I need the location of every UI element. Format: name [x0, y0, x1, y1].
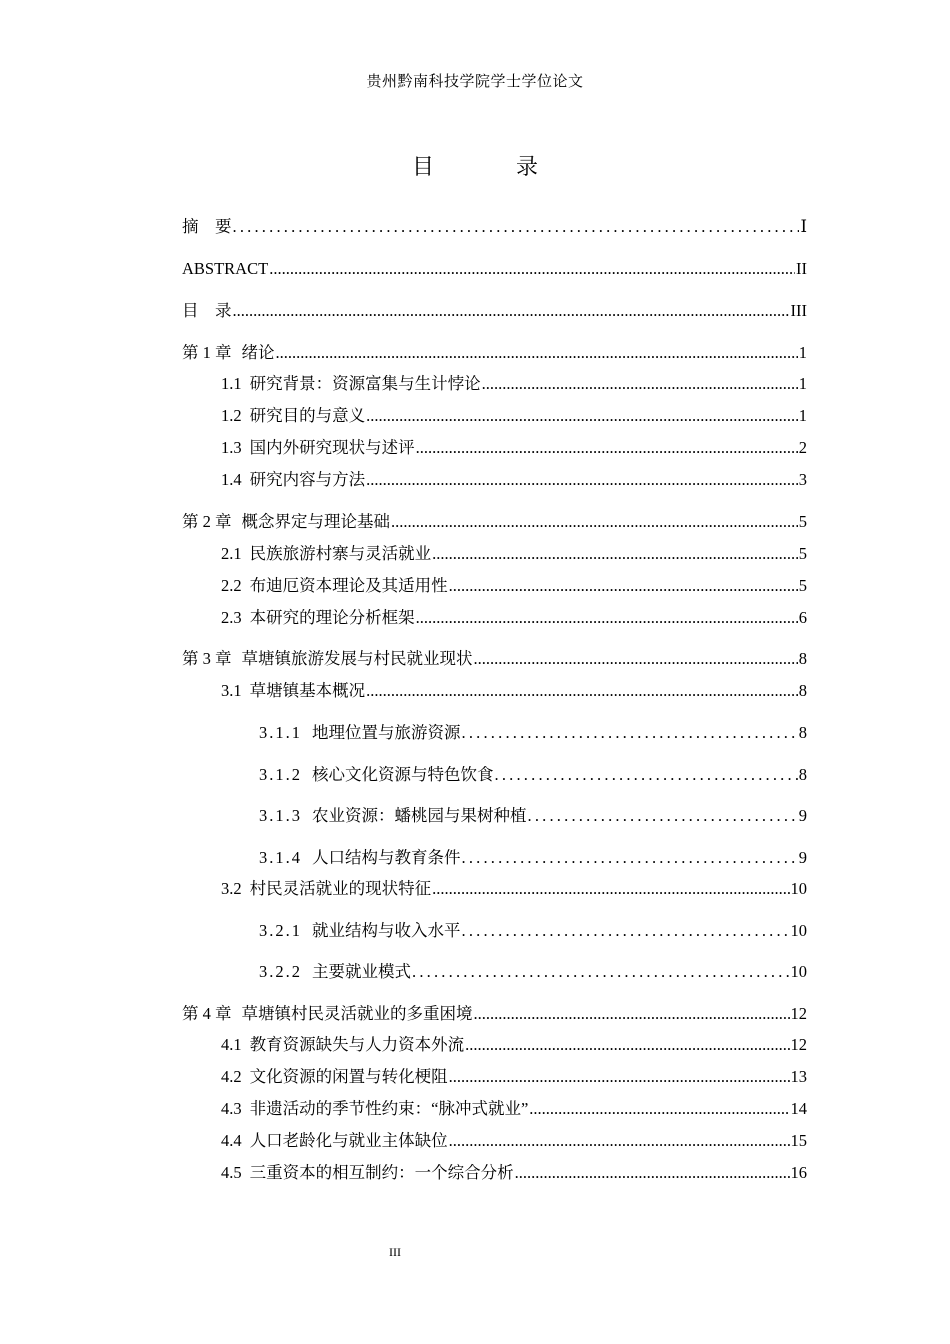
toc-entry[interactable]	[221, 1098, 807, 1120]
toc-entry-title: 草塘镇村民灵活就业的多重困境	[241, 1004, 473, 1023]
toc-entry-title: 绪论	[241, 343, 275, 362]
toc-entry-title: 核心文化资源与特色饮食	[312, 765, 494, 784]
toc-entry[interactable]	[221, 1130, 807, 1152]
toc-entry-number: 1.1	[221, 374, 242, 393]
toc-entry-title: 就业结构与收入水平	[312, 921, 461, 940]
toc-entry-title: 草塘镇旅游发展与村民就业现状	[241, 649, 473, 668]
toc-entry-title: 农业资源：蟠桃园与果树种植	[312, 806, 527, 825]
toc-entry-number: 1.2	[221, 406, 242, 425]
toc-entry[interactable]	[182, 648, 807, 670]
toc-entry-title: 草塘镇基本概况	[249, 681, 366, 700]
toc-entry-page: 8	[798, 681, 807, 700]
toc-entry-title: 国内外研究现状与述评	[249, 438, 415, 457]
toc-entry-number: 4.2	[221, 1067, 242, 1086]
toc-entry-title: 村民灵活就业的现状特征	[249, 879, 432, 898]
toc-entry[interactable]	[259, 920, 807, 942]
toc-entry-number: 第 1 章	[182, 343, 232, 362]
toc-entry-number: 第 3 章	[182, 649, 232, 668]
toc-entry-title: 民族旅游村寨与灵活就业	[249, 544, 432, 563]
toc-entry-page: 14	[790, 1099, 807, 1118]
toc-entry[interactable]	[259, 722, 807, 744]
dot-leader	[366, 680, 798, 702]
toc-entry[interactable]	[182, 511, 807, 533]
toc-entry-number: 3.1.2	[259, 765, 302, 784]
toc-entry-number: 4.5	[221, 1163, 242, 1182]
toc-entry[interactable]	[259, 764, 807, 786]
toc-entry-title: ABSTRACT	[182, 259, 269, 278]
dot-leader	[416, 607, 798, 629]
toc-entry-title: 三重资本的相互制约：一个综合分析	[249, 1163, 514, 1182]
toc-entry-title: 研究内容与方法	[249, 470, 366, 489]
toc-entry-number: 2.1	[221, 544, 242, 563]
toc-entry-number: 1.4	[221, 470, 242, 489]
toc-entry-number: 2.2	[221, 576, 242, 595]
toc-entry-page: 8	[798, 765, 807, 784]
toc-entry[interactable]	[221, 878, 807, 900]
toc-entry-title: 人口结构与教育条件	[312, 848, 461, 867]
toc-entry-title: 研究背景：资源富集与生计悖论	[249, 374, 481, 393]
toc-entry[interactable]	[259, 961, 807, 983]
toc-entry[interactable]	[221, 1066, 807, 1088]
toc-entry[interactable]	[221, 437, 807, 459]
toc-entry[interactable]	[182, 216, 807, 238]
dot-leader	[269, 258, 795, 280]
toc-entry-page: 5	[798, 576, 807, 595]
toc-entry[interactable]	[221, 543, 807, 565]
toc-entry[interactable]	[182, 342, 807, 364]
toc-entry[interactable]	[221, 1162, 807, 1184]
toc-entry-number: 1.3	[221, 438, 242, 457]
dot-leader	[432, 543, 798, 565]
toc-entry-number: 2.3	[221, 608, 242, 627]
toc-entry[interactable]	[259, 847, 807, 869]
dot-leader	[474, 648, 798, 670]
toc-entry[interactable]	[221, 607, 807, 629]
toc-entry[interactable]	[182, 258, 807, 280]
toc-entry-title: 布迪厄资本理论及其适用性	[249, 576, 448, 595]
toc-entry-number: 3.2	[221, 879, 242, 898]
toc-entry-page: Ⅰ	[800, 217, 807, 236]
dot-leader	[482, 373, 798, 395]
toc-entry-number: 第 4 章	[182, 1004, 232, 1023]
dot-leader	[529, 1098, 789, 1120]
toc-entry-number: 4.4	[221, 1131, 242, 1150]
toc-entry-title: 摘 要	[182, 217, 232, 236]
toc-entry-page: 9	[798, 848, 807, 867]
toc-entry-page: 2	[798, 438, 807, 457]
toc-entry-title: 目 录	[182, 301, 232, 320]
toc-entry-number: 3.2.1	[259, 921, 302, 940]
toc-entry-page: 5	[798, 512, 807, 531]
toc-entry[interactable]	[221, 469, 807, 491]
toc-entry-page: 12	[790, 1004, 807, 1023]
toc-entry-page: 8	[798, 649, 807, 668]
toc-entry[interactable]	[221, 373, 807, 395]
toc-entry-page: 12	[790, 1035, 807, 1054]
toc-entry-page: 6	[798, 608, 807, 627]
dot-leader	[449, 1066, 790, 1088]
dot-leader	[462, 847, 798, 869]
dot-leader	[495, 764, 798, 786]
toc-entry-title: 研究目的与意义	[249, 406, 366, 425]
page-title: 目 录	[411, 154, 568, 179]
dot-leader	[515, 1162, 790, 1184]
toc-entry-page: 16	[790, 1163, 807, 1182]
toc-entry-page: 10	[790, 962, 807, 981]
dot-leader	[416, 437, 798, 459]
dot-leader	[465, 1034, 789, 1056]
toc-entry-number: 4.3	[221, 1099, 242, 1118]
toc-entry-page: 10	[790, 879, 807, 898]
toc-entry[interactable]	[259, 805, 807, 827]
dot-leader	[412, 961, 790, 983]
dot-leader	[432, 878, 789, 900]
toc-entry[interactable]	[182, 1003, 807, 1025]
toc-entry-title: 本研究的理论分析框架	[249, 608, 415, 627]
toc-entry-number: 4.1	[221, 1035, 242, 1054]
toc-entry-title: 文化资源的闲置与转化梗阻	[249, 1067, 448, 1086]
toc-entry-page: II	[796, 259, 807, 278]
dot-leader	[366, 469, 798, 491]
toc-entry-page: 1	[798, 343, 807, 362]
toc-entry-page: 9	[798, 806, 807, 825]
dot-leader	[462, 920, 790, 942]
toc-entry-number: 3.1.1	[259, 723, 302, 742]
dot-leader	[233, 216, 800, 238]
dot-leader	[449, 575, 798, 597]
toc-entry[interactable]	[221, 405, 807, 427]
toc-entry-title: 概念界定与理论基础	[241, 512, 390, 531]
running-header: 贵州黔南科技学院学士学位论文	[366, 74, 584, 90]
toc-entry-page: 8	[798, 723, 807, 742]
toc-entry-title: 教育资源缺失与人力资本外流	[249, 1035, 465, 1054]
page-number: III	[389, 1245, 401, 1259]
toc-entry-page: 13	[790, 1067, 807, 1086]
dot-leader	[449, 1130, 790, 1152]
toc-entry[interactable]	[221, 575, 807, 597]
toc-entry-page: 15	[790, 1131, 807, 1150]
dot-leader	[474, 1003, 790, 1025]
toc-entry-page: 3	[798, 470, 807, 489]
toc-entry[interactable]	[182, 300, 807, 322]
dot-leader	[462, 722, 798, 744]
dot-leader	[233, 300, 790, 322]
toc-entry-title: 人口老龄化与就业主体缺位	[249, 1131, 448, 1150]
toc-entry[interactable]	[221, 680, 807, 702]
toc-entry-page: 5	[798, 544, 807, 563]
dot-leader	[528, 805, 798, 827]
toc-entry-number: 3.1.4	[259, 848, 302, 867]
toc-entry-title: 非遗活动的季节性约束：“脉冲式就业”	[249, 1099, 529, 1118]
toc-entry[interactable]	[221, 1034, 807, 1056]
toc-entry-number: 3.1.3	[259, 806, 302, 825]
toc-entry-page: III	[790, 301, 807, 320]
toc-entry-page: 1	[798, 406, 807, 425]
toc-entry-number: 3.2.2	[259, 962, 302, 981]
toc-entry-title: 地理位置与旅游资源	[312, 723, 461, 742]
dot-leader	[391, 511, 798, 533]
dot-leader	[276, 342, 798, 364]
toc-entry-page: 1	[798, 374, 807, 393]
toc-entry-page: 10	[790, 921, 807, 940]
toc-entry-number: 3.1	[221, 681, 242, 700]
toc-entry-title: 主要就业模式	[312, 962, 411, 981]
toc-entry-number: 第 2 章	[182, 512, 232, 531]
dot-leader	[366, 405, 798, 427]
